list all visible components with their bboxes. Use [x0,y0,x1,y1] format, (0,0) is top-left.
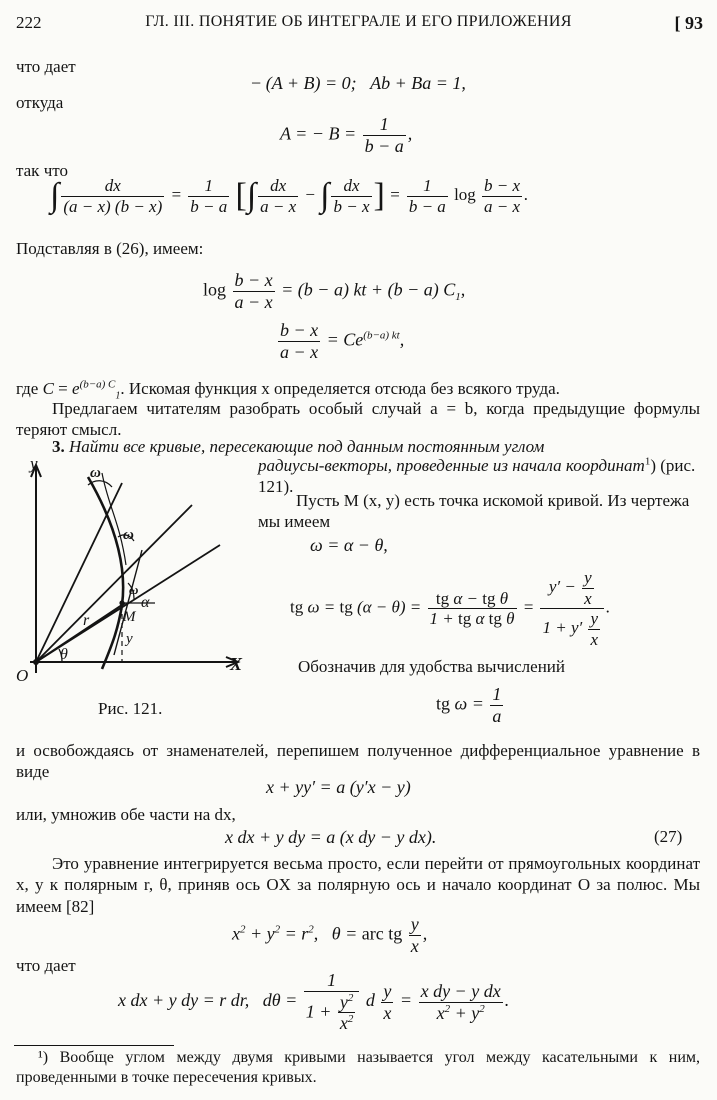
equation-dtheta: x dx + y dy = r dr, dθ = 1 1 + $\frac{y^2}{x^2}$ d $\frac{y}{x}$ = $\frac{\text{x dy − y dx}}{x^2 + y^2}$ . [118,970,510,1034]
equation-A: A = − B = $\frac{1}{b - a}$ , [280,114,413,156]
equation-omega: ω = α − θ, [310,535,388,555]
M-label: M [123,609,136,625]
text-osvobozhdayas: и освобождаясь от знаменателей, перепишем полученное дифференциальное уравнение в виде [16,741,700,782]
text-chto-daet: что дает [16,57,76,76]
text-tak-chto: так что [16,161,68,180]
omega-label-M: ω [129,582,139,597]
equation-tg-omega: tg ω = $\frac{1}{a}$ [436,684,502,726]
page-number: 222 [16,13,42,32]
equation-polar: $x^2 + y^2 = r^2$, θ = arc tg $\frac{y}{x}$ , [232,914,428,956]
text-podstavlyaya: Подставляя в (26), имеем: [16,239,204,258]
omega-label-mid: ω [123,527,134,543]
text-gde: где $C = e^{(b-a) C}_1$. Искомая функция x определяется отсюда без всякого труда. [16,378,560,402]
footnote: ¹) Вообще углом между двумя кривыми называется угол между касательными к ним, проведенными в точке пересечения кривых. [16,1049,700,1086]
text-oboznachiv: Обозначив для удобства вычислений [298,657,565,676]
figure-121 [10,455,250,685]
text-pust: Пусть M (x, y) есть точка искомой кривой. Из чертежа мы имеем [258,491,690,532]
r-label: r [83,612,90,629]
problem-number: 3. [52,437,65,456]
problem-continuation: радиусы-векторы, проведенные из начала координат$^1$) (рис. 121). [258,455,696,497]
origin-label: O [16,666,29,685]
equation-27: x dx + y dy = a (x dy − y dx). [225,827,437,847]
text-eto-uravnenie: Это уравнение интегрируется весьма просто, если перейти от прямоугольных координат x, y к полярным r, θ, приняв ось OX за полярную ось и начало координат O за полюс. Мы имеем [82] [16,854,700,916]
equation-xyy: x + yy′ = a (y′x − y) [266,777,411,797]
equation-coefficients: − (A + B) = 0; Ab + Ba = 1, [251,73,466,93]
equation-27-label: (27) [654,827,683,846]
section-number: [ 93 [674,13,703,33]
theta-label: θ [60,646,68,663]
origin-point [33,659,39,665]
y-coord-label: y [126,631,133,647]
equation-integral: ∫ $\frac{dx}{(a - x) (b - x)}$ = $\frac{1}{b - a}$ [∫ $\frac{dx}{a - x}$ − ∫ $\frac{dx}{b - x}$ ] = $\frac{1}{b - a}$ log $\frac{b - x}{a - x}$ . [50,176,529,216]
text-gde-suffix: . Искомая функция x определяется отсюда без всякого труда. [120,379,560,398]
equation-exp: $\frac{b - x}{a - x}$ = $Ce^{(b-a) kt}$, [280,320,405,362]
footnote-rule [14,1045,174,1046]
text-chto-daet-2: что дает [16,956,76,975]
y-axis-label: y [30,455,38,473]
text-ili: или, умножив обе части на dx, [16,805,236,824]
text-predlagaem: Предлагаем читателям разобрать особый случай a = b, когда предыдущие формулы теряют смысл. [16,399,700,440]
alpha-label: α [141,594,150,611]
running-title: ГЛ. III. ПОНЯТИЕ ОБ ИНТЕГРАЛЕ И ЕГО ПРИЛОЖЕНИЯ [145,13,572,30]
point-M [119,600,124,605]
equation-tg: tg ω = tg (α − θ) = $\frac{\text{tg α − tg θ}}{\text{1 + tg α tg θ}}$ = y′ − $\frac{y}{x}$ 1 + y′ $\frac{y}{x}$ . [290,568,611,649]
figure-caption: Рис. 121. [98,699,163,718]
equation-log: log $\frac{b - x}{a - x}$ = (b − a) kt + (b − a) $C_1$, [203,270,466,312]
problem-line-1: 3. Найти все кривые, пересекающие под данным постоянным углом [52,437,545,456]
x-axis-label: X [230,654,243,674]
text-otkuda: откуда [16,93,64,112]
omega-label-top: ω [90,465,101,481]
